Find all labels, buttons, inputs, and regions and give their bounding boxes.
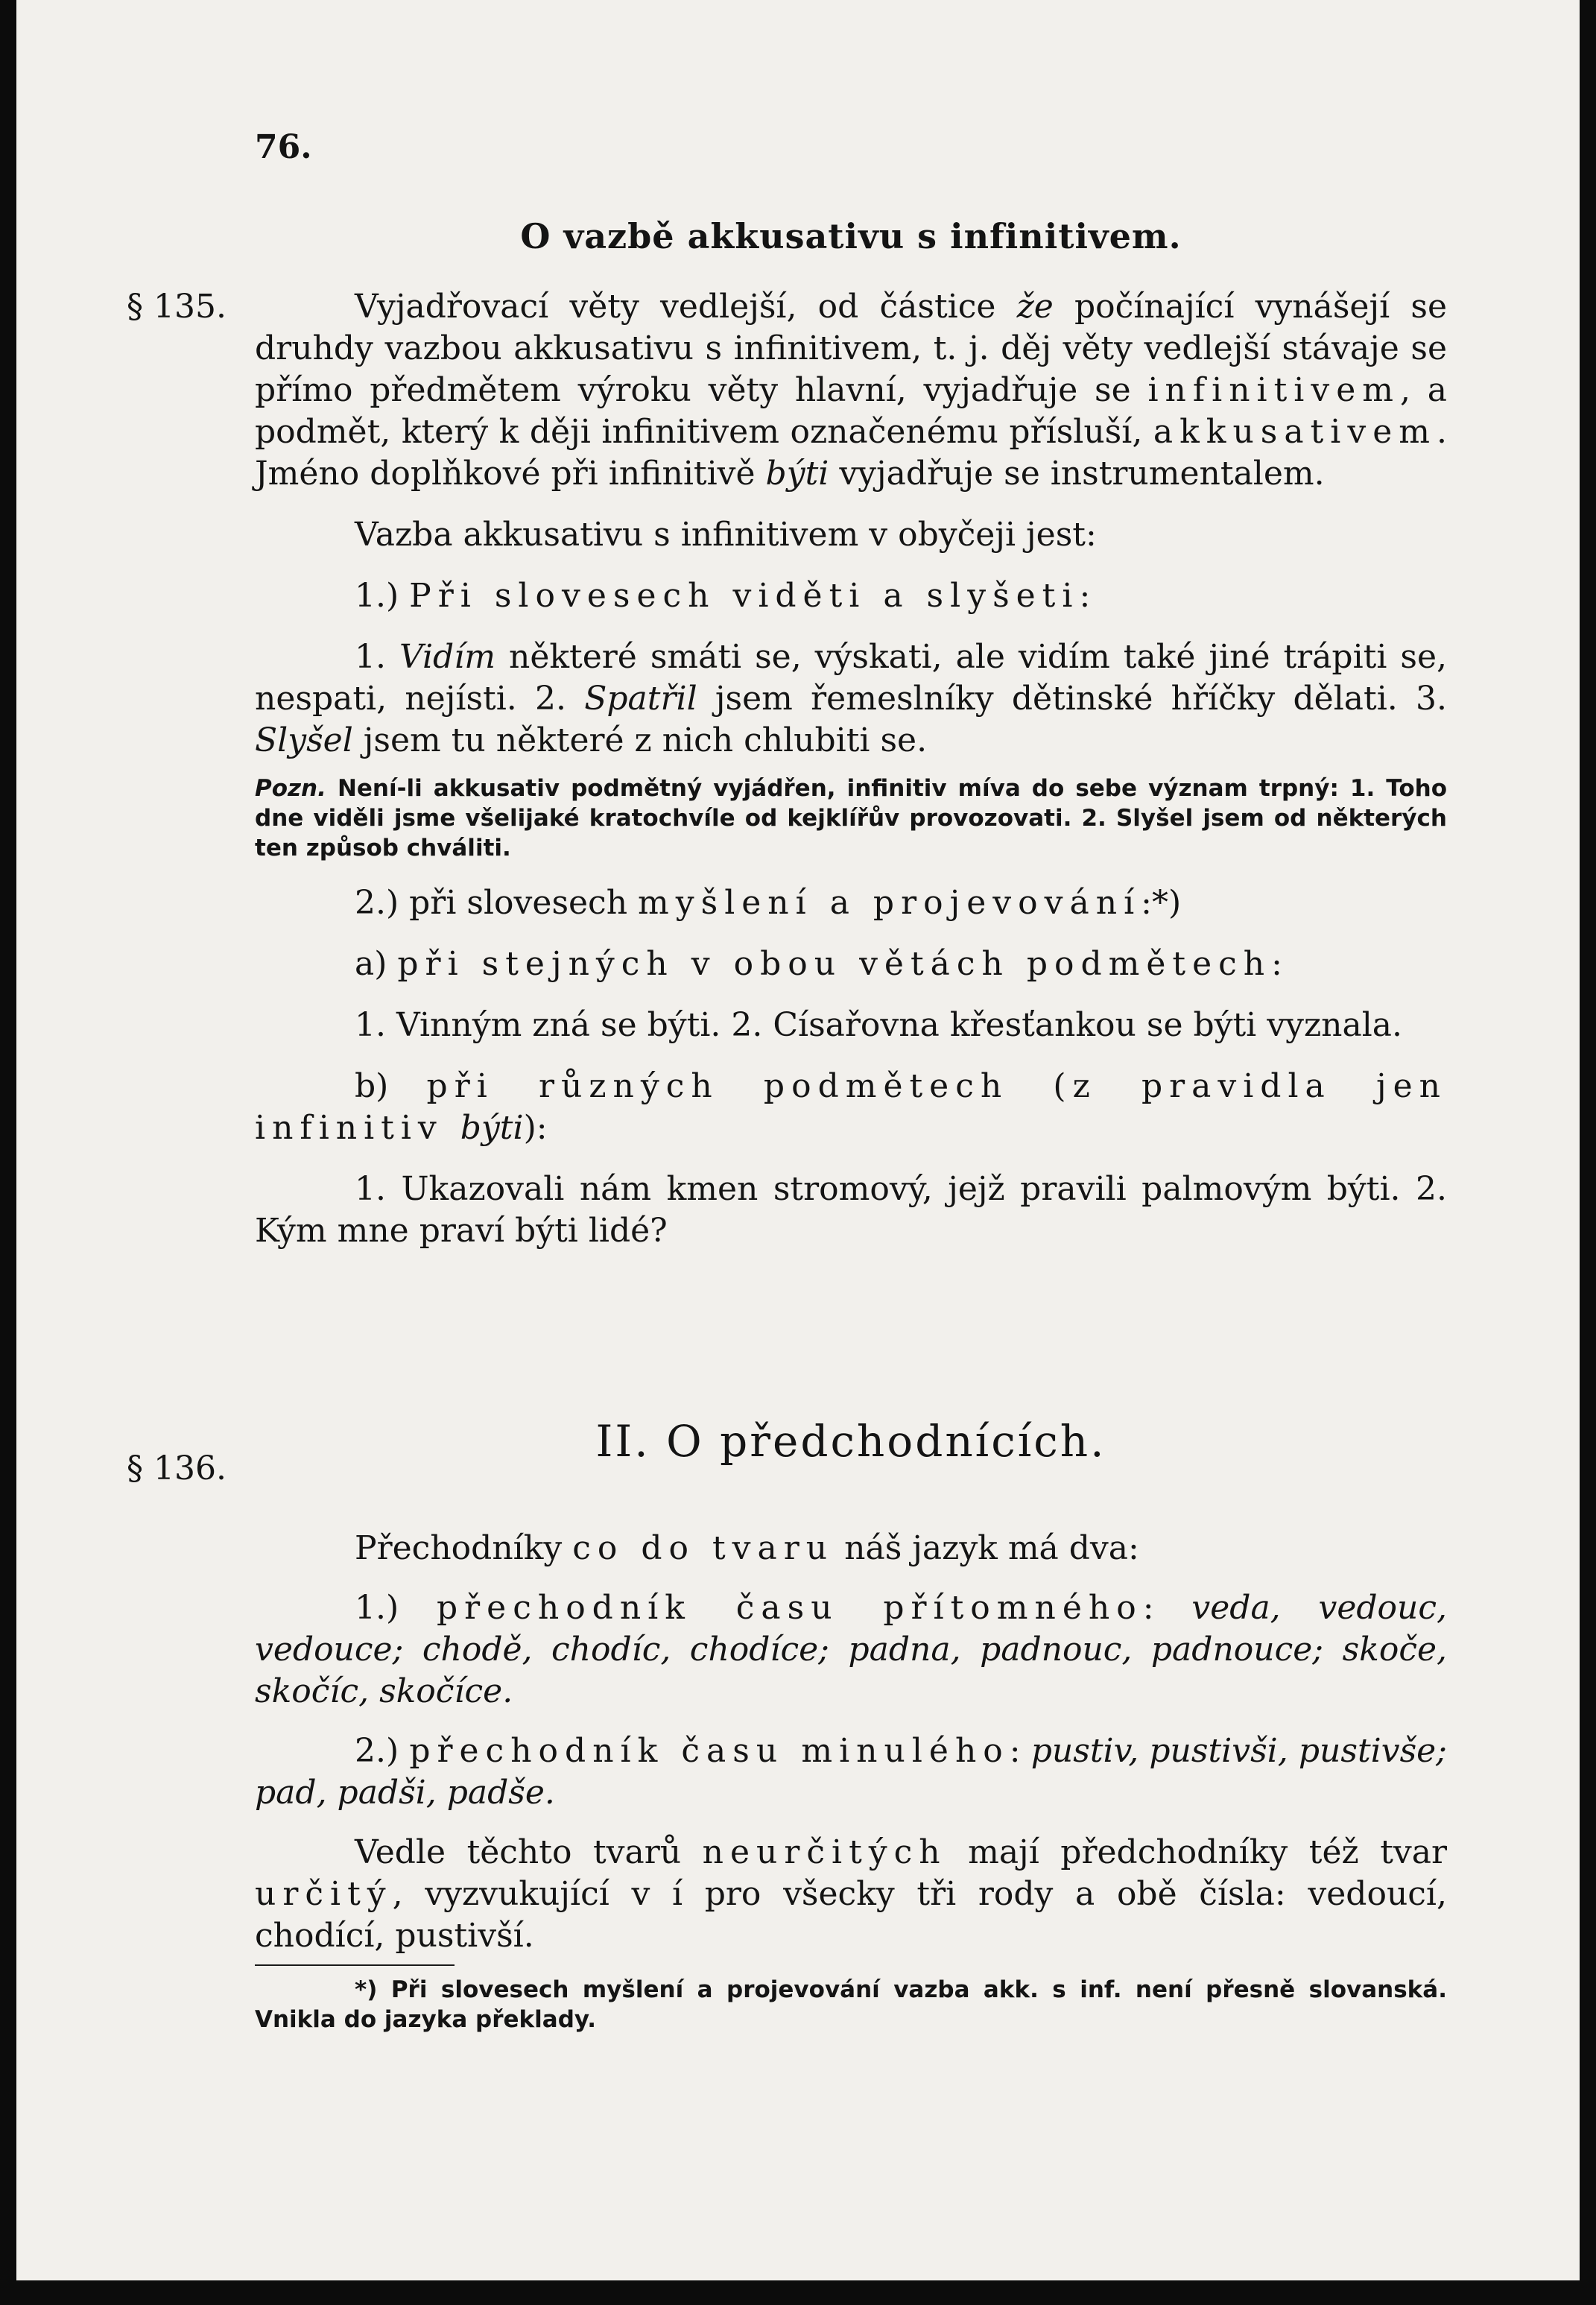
vedle-paragraph: Vedle těchto tvarů neurčitých mají předchodníky též tvar určitý, vyzvukující v í pro všecky tři rody a obě čísla: vedoucí, chodící, pustivší. [255,1833,1447,1955]
section-heading-predchodniky: II. O předchodnících. [595,1416,1106,1467]
prechodnik-minuly: 2.) přechodník času minulého: pustiv, pustivši, pustivše; pad, padši, padše. [255,1732,1448,1812]
footnote [255,1975,1447,2034]
chapter-title: O vazbě akkusativu s infinitivem. [520,216,1182,256]
book-page [16,0,1580,2280]
footnote-text: *) Při slovesech myšlení a projevování vazba akk. s inf. není přesně slovanská. Vnikla do jazyka překlady. [255,1976,1447,2033]
section-mark-135: § 135. [127,288,227,326]
item-2b-heading: b) při různých podmětech (z pravidla jen infinitiv býti): [255,1067,1447,1147]
note-pozn: Pozn. Není-li akkusativ podmětný vyjádřen, infinitiv míva do sebe význam trpný: 1. Toho dne viděli jsme všelijaké kratochvíle od kejklířův provozovati. 2. Slyšel jsem od některých ten způsob chváliti. [255,775,1447,861]
vazba-intro: Vazba akkusativu s infinitivem v obyčeji jest: [355,516,1097,554]
prechodniky-intro: Přechodníky co do tvaru náš jazyk má dva: [355,1529,1139,1567]
footnote-rule [255,1964,455,1966]
prechodnik-pritomny: 1.) přechodník času přítomného: veda, vedouc, vedouce; chodě, chodíc, chodíce; padna, padnouc, padnouce; skoče, skočíc, skočíce. [255,1589,1447,1710]
section-mark-136: § 136. [127,1449,227,1487]
item-1-heading: 1.) Při slovesech viděti a slyšeti: [355,577,1098,615]
examples-1: 1. Vidím některé smáti se, výskati, ale vidím také jiné trápiti se, nespati, nejísti. 2. Spatřil jsem řemeslníky dětinské hříčky dělati. 3. Slyšel jsem tu některé z nich chlubiti se. [255,638,1447,759]
item-2-heading: 2.) při slovesech myšlení a projevování:*) [355,884,1182,922]
examples-2b: 1. Ukazovali nám kmen stromový, jejž pravili palmovým býti. 2. Kým mne praví býti lidé? [255,1170,1447,1250]
page-number: 76. [255,128,312,166]
examples-2a: 1. Vinným zná se býti. 2. Císařovna křesťankou se býti vyznala. [355,1006,1403,1044]
item-2a-heading: a) při stejných v obou větách podmětech: [355,945,1289,983]
paragraph-135: Vyjadřovací věty vedlejší, od částice že počínající vynášejí se druhdy vazbou akkusativu s infinitivem, t. j. děj věty vedlejší stávaje se přímo předmětem výroku věty hlavní, vyjadřuje se infinitivem, a podmět, který k ději infinitivem označenému přísluší, akkusativem. Jméno doplňkové při infinitivě býti vyjadřuje se instrumentalem. [255,288,1447,493]
section-136-text [255,1528,1447,1957]
section-135-text [255,286,1447,1252]
